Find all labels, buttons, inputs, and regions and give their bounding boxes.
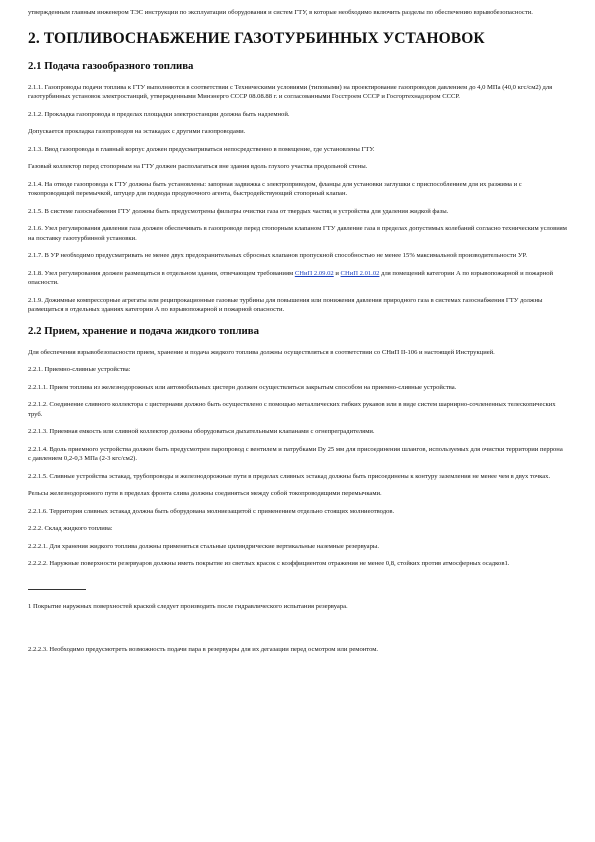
paragraph-2-1-8-tail: для помещений категории А по взрывопожарной и пожарной опасности.: [28, 269, 554, 286]
footnote-divider: [28, 589, 86, 590]
paragraph-2-1-2-note: Допускается прокладка газопроводов на эстакадах с другими газопроводами.: [28, 128, 246, 135]
paragraph-2-1-8: [28, 269, 567, 288]
paragraph-2-2-1: 2.2.1. Приемно-сливные устройства:: [28, 366, 131, 373]
paragraph-2-2-2-3: 2.2.2.3. Необходимо предусмотреть возможность подачи пара в резервуары для их дегазации перед осмотром или ремонтом.: [28, 646, 379, 653]
subsection-2-2-heading: 2.2 Прием, хранение и подача жидкого топлива: [28, 324, 259, 337]
paragraph-2-2-1-6: 2.2.1.6. Территория сливных эстакад должна быть оборудована молниезащитой с применением отдельно стоящих молниеотводов.: [28, 507, 395, 515]
paragraph-2-2-2-1: 2.2.2.1. Для хранения жидкого топлива должны применяться стальные цилиндрические вертикальные наземные резервуары.: [28, 542, 379, 550]
paragraph-2-1-4: 2.1.4. На отводе газопровода к ГТУ должны быть установлены: запорная задвижка с электроприводом, фланцы для установки заглушки с приспособлением для их разжима и с токопроводящей перемычкой, штуцер для подвода продувочного агента, быстродействующий стопорный клапан.: [28, 180, 522, 197]
paragraph-2-2-intro: Для обеспечения взрывобезопасности прием, хранение и подача жидкого топлива должны осуществляться в соответствии со СНиП II-106 и настоящей Инструкцией.: [28, 348, 495, 356]
paragraph-2-1-2: 2.1.2. Прокладка газопровода в пределах площадки электростанции должна быть надземной.: [28, 110, 290, 118]
paragraph-2-1-3-note: Газовый коллектор перед стопорным на ГТУ должен располагаться вне здания вдоль глухого участка продольной стены.: [28, 163, 368, 170]
paragraph-2-1-6: 2.1.6. Узел регулирования давления газа должен обеспечивать в газопроводе перед стопорным клапаном ГТУ давление газа в пределах допустимых колебаний согласно техническим условиям на поставку газотурбинной установки.: [28, 225, 567, 242]
paragraph-2-2-2-2: 2.2.2.2. Наружные поверхности резервуаров должны иметь покрытие из светлых красок с коэффициентом отражения не менее 0,8, стойких против атмосферных осадков1.: [28, 560, 510, 567]
snip-2-01-02-link[interactable]: СНиП 2.01.02: [340, 269, 380, 277]
paragraph-2-2-1-5: 2.2.1.5. Сливные устройства эстакад, трубопроводы и железнодорожные пути в пределах сливных эстакад должны быть присоединены к контуру заземления не менее чем в двух точках.: [28, 472, 551, 480]
paragraph-2-1-8-conj: и: [333, 269, 341, 277]
paragraph-2-1-5: 2.1.5. В системе газоснабжения ГТУ должны быть предусмотрены фильтры очистки газа от твердых частиц и устройства для удаления жидкой фазы.: [28, 207, 449, 215]
paragraph-2-1-9: 2.1.9. Дожимные компрессорные агрегаты или реципрокационные газовые турбины для повышения или понижения давления природного газа в системах газоснабжения ГТУ должны размещаться в отдельных зданиях категории А по взрывопожарной и пожарной опасности.: [28, 296, 543, 313]
paragraph-2-2-1-2: 2.2.1.2. Соединение сливного коллектора с цистернами должно быть осуществлено с помощью металлических гибких рукавов или в виде систем шарнирно-сочлененных телескопических труб.: [28, 401, 556, 418]
paragraph-2-2-1-3: 2.2.1.3. Приемная емкость или сливной коллектор должны оборудоваться дыхательными клапанами с огнепреградителями.: [28, 428, 375, 435]
paragraph-2-1-1: 2.1.1. Газопроводы подачи топлива к ГТУ выполняются в соответствии с Техническими условиями (типовыми) на проектирование газопроводов давлением до 4,0 МПа (40,0 кгс/см2) для газотурбинных установок электростанций, утвержденными Минэнерго СССР 08.08.88 г. и согласованными Госстроем СССР и Госгортехнадзором СССР.: [28, 83, 553, 100]
section-2-heading: 2. ТОПЛИВОСНАБЖЕНИЕ ГАЗОТУРБИННЫХ УСТАНОВОК: [28, 29, 485, 47]
subsection-2-1-heading: 2.1 Подача газообразного топлива: [28, 59, 194, 72]
paragraph-2-2-2: 2.2.2. Склад жидкого топлива:: [28, 525, 113, 532]
intro-paragraph: утвержденным главным инженером ТЭС инструкции по эксплуатации оборудования и систем ГТУ, в которые необходимо включить разделы по обеспечению взрывобезопасности.: [28, 9, 533, 16]
snip-2-09-02-link[interactable]: СНиП 2.09.02: [294, 269, 334, 277]
footnote: 1 Покрытие наружных поверхностей краской следует производить после гидравлического испытания резервуара.: [28, 602, 348, 610]
paragraph-2-1-3: 2.1.3. Ввод газопровода в главный корпус должен предусматриваться непосредственно в помещение, где установлены ГТУ.: [28, 145, 375, 153]
paragraph-2-2-1-5-note: Рельсы железнодорожного пути в пределах фронта слива должны соединяться между собой токопроводящими перемычками.: [28, 490, 382, 497]
paragraph-2-1-8-text: 2.1.8. Узел регулирования должен размещаться в отдельном здании, отвечающем требованиям: [28, 269, 295, 277]
paragraph-2-2-1-1: 2.2.1.1. Прием топлива из железнодорожных или автомобильных цистерн должен осуществляться закрытым способом на приемно-сливные устройства.: [28, 383, 457, 391]
paragraph-2-1-7: 2.1.7. В УР необходимо предусматривать не менее двух предохранительных сбросных клапанов пропускной способностью не менее 15% максимальной производительности УР.: [28, 252, 527, 259]
paragraph-2-2-1-4: 2.2.1.4. Вдоль приемного устройства должен быть предусмотрен паропровод с вентилем и патрубками Dy 25 мм для присоединения шлангов, используемых для очистки территории перрона с давлением 0,2-0,3 МПа (2-3 кгс/см2).: [28, 445, 563, 462]
